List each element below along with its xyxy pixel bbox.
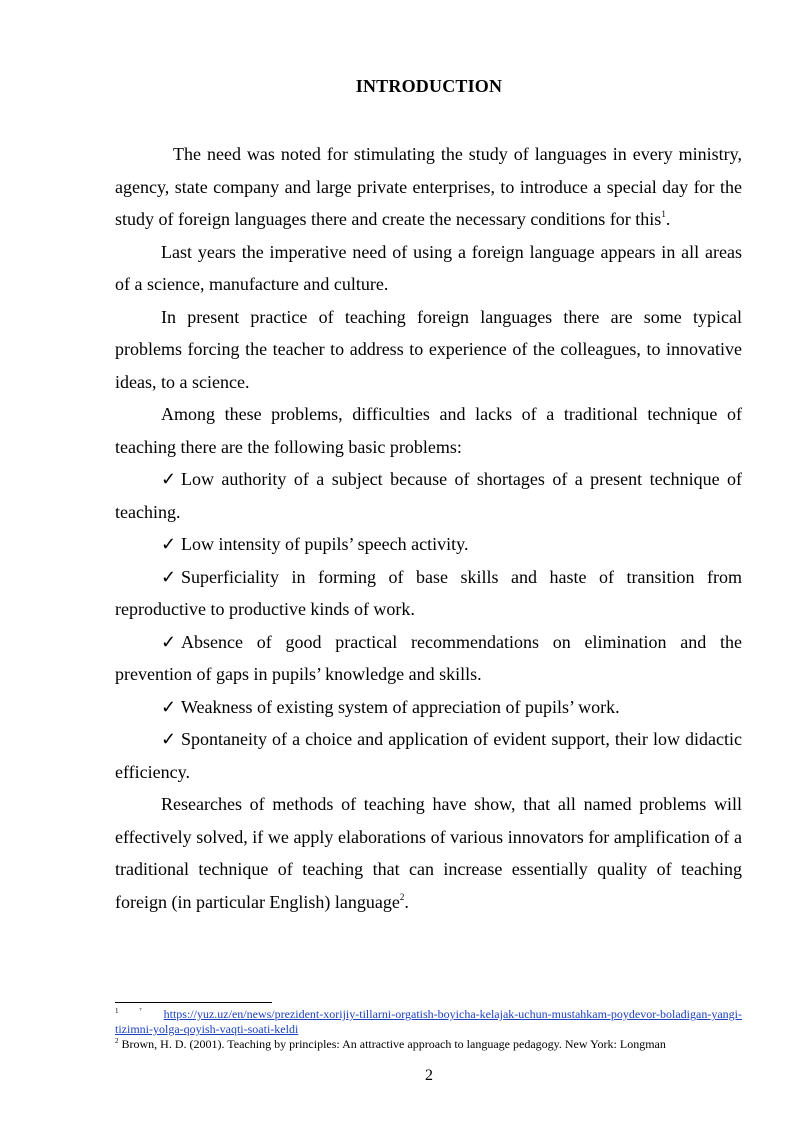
footnote-2 [115,1037,742,1052]
problem-item [115,561,742,626]
footnote-mark: 1 ⁷ [115,1007,142,1015]
paragraph-5 [115,788,742,918]
footnotes [115,1007,742,1052]
paragraph-1-text: The need was noted for stimulating the study of languages in every ministry, agency, state company and large private enterprises, to introduce a special day for the study of foreign languages there and create the necessary conditions for this [115,144,742,229]
checkmark-icon: ✓ [161,631,177,652]
page-number: 2 [425,1067,433,1084]
checkmark-icon: ✓ [161,469,177,489]
problem-item-text: Absence of good practical recommendations on elimination and the prevention of gaps in pupils’ knowledge and skills. [115,631,742,684]
problem-item [115,528,742,561]
body-text [115,138,742,918]
page-title: INTRODUCTION [355,76,503,96]
checkmark-icon: ✓ [161,566,177,587]
paragraph-1 [115,138,742,236]
footnote-mark: 2 [115,1037,119,1045]
problem-item-text: Spontaneity of a choice and application of evident support, their low didactic efficiency. [115,729,742,782]
footnote-text: Brown, H. D. (2001). Teaching by principles: An attractive approach to language pedagogy. New York: Longman [121,1037,666,1051]
paragraph-4: Among these problems, difficulties and lacks of a traditional technique of teaching there are the following basic problems: [115,404,742,457]
problem-item [115,463,742,528]
paragraph-5-text: Researches of methods of teaching have show, that all named problems will effectively solved, if we apply elaborations of various innovators for amplification of a traditional technique of teaching that can increase essentially quality of teaching foreign (in particular English) language [115,794,742,912]
footnote-link[interactable]: https://yuz.uz/en/news/prezident-xorijiy-tillarni-orgatish-boyicha-kelajak-uchun-mustahkam-poydevor-boladigan-yangi-tizimni-yolga-qoyish-vaqti-soati-keldi [115,1007,742,1036]
paragraph-3: In present practice of teaching foreign languages there are some typical problems forcing the teacher to address to experience of the colleagues, to innovative ideas, to a science. [115,306,742,392]
problem-item [115,723,742,788]
footnote-divider [115,1002,272,1003]
paragraph-5-end: . [404,891,409,912]
problem-item [115,626,742,691]
footnote-1 [115,1007,742,1037]
problem-item-text: Low authority of a subject because of shortages of a present technique of teaching. [115,469,742,522]
paragraph-2: Last years the imperative need of using a foreign language appears in all areas of a science, manufacture and culture. [115,241,742,294]
problem-item-text: Low intensity of pupils’ speech activity. [181,534,469,554]
problem-item-text: Superficiality in forming of base skills and haste of transition from reproductive to productive kinds of work. [115,566,742,619]
paragraph-1-end: . [665,209,671,229]
footnote-ref-1[interactable]: 1 [661,209,666,219]
checkmark-icon: ✓ [161,729,177,749]
footnote-ref-2[interactable]: 2 [399,891,405,902]
checkmark-icon: ✓ [161,696,177,717]
problem-item-text: Weakness of existing system of appreciation of pupils’ work. [181,696,620,717]
problem-item [115,691,742,724]
checkmark-icon: ✓ [161,534,177,554]
